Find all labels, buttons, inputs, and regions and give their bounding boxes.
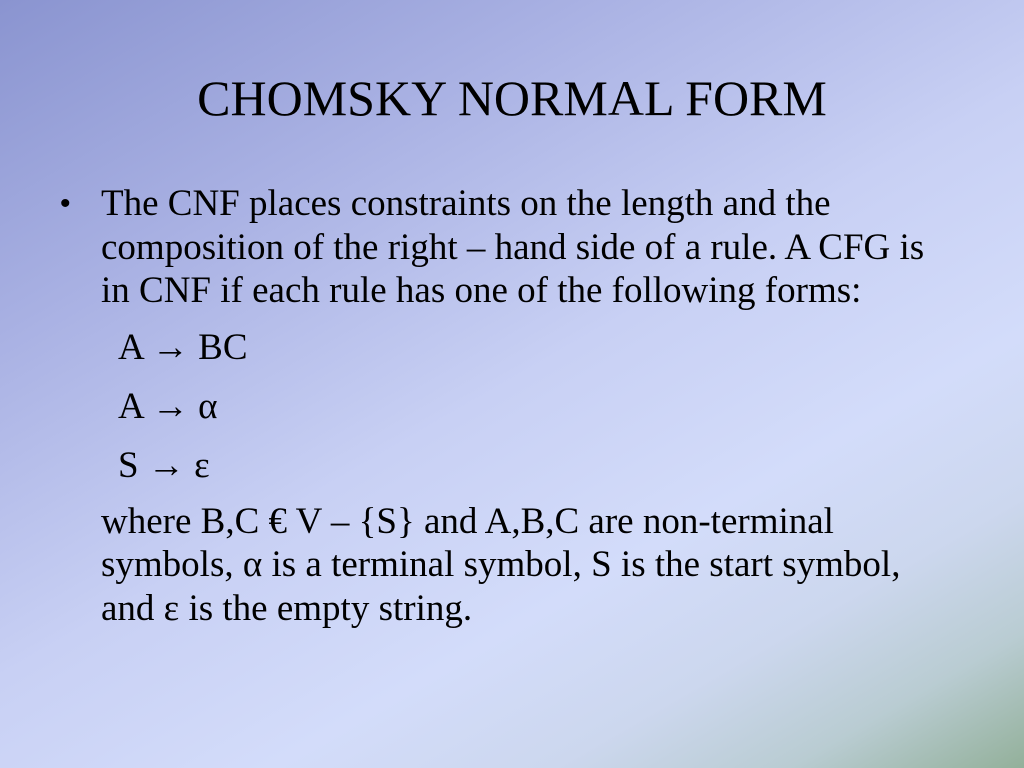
- rule-a-alpha: A → α: [118, 385, 218, 427]
- slide-title: CHOMSKY NORMAL FORM: [197, 70, 827, 126]
- rule-a-bc: A → BC: [118, 326, 248, 368]
- bullet-icon: •: [60, 187, 71, 220]
- rule-s-epsilon: S → ε: [118, 444, 210, 486]
- cnf-description: The CNF places constraints on the length and the composition of the right – hand side of a rule. A CFG is in CNF if each rule has one of the following forms:: [101, 183, 925, 311]
- symbol-definitions: where B,C € V – {S} and A,B,C are non-terminal symbols, α is a terminal symbol, S is the start symbol, and ε is the empty string.: [101, 500, 901, 629]
- slide-body: [60, 182, 960, 630]
